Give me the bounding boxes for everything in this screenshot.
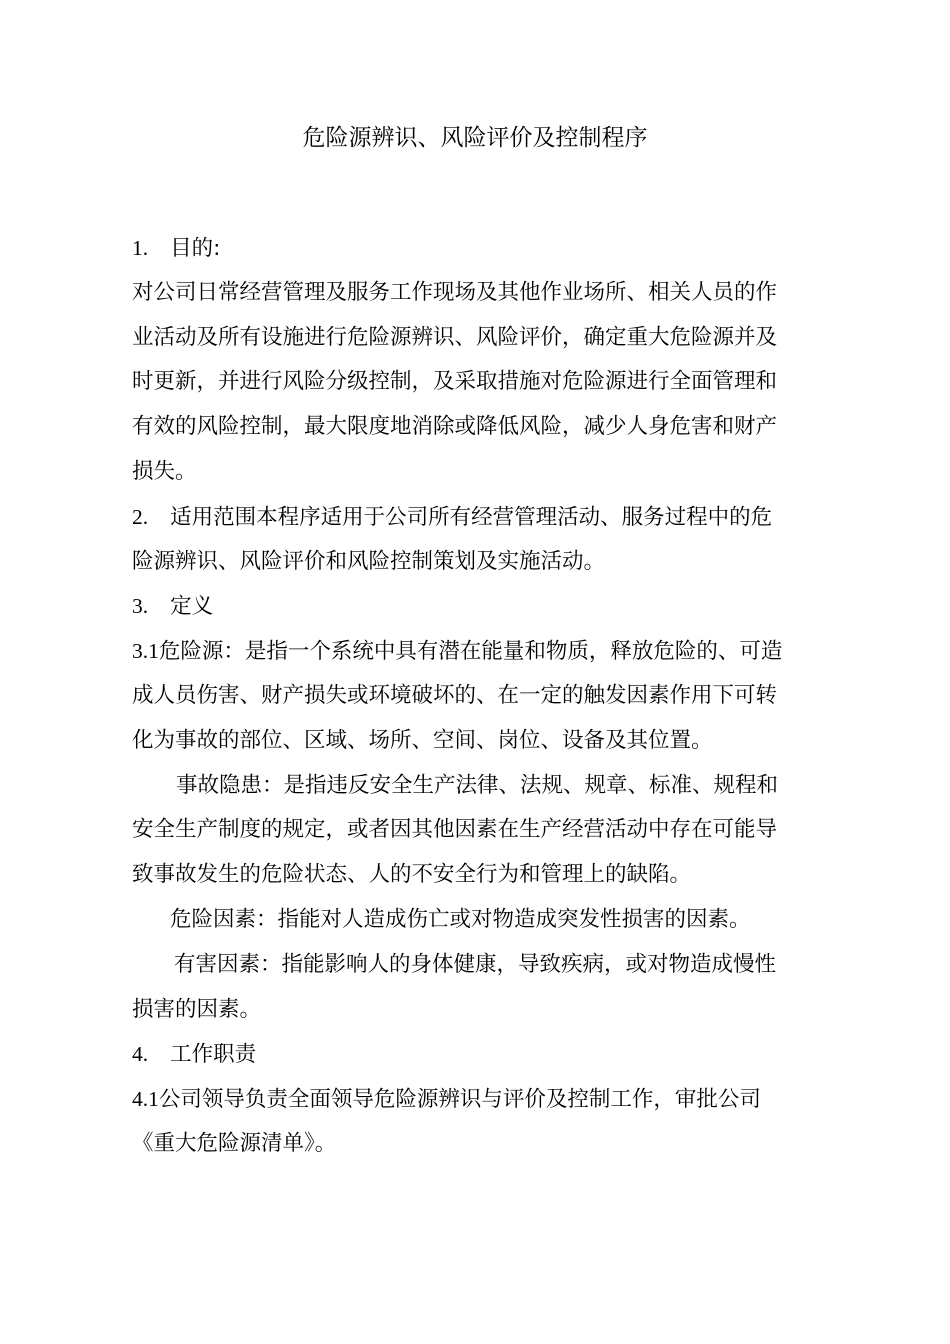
section-heading-text: 目的: xyxy=(170,236,221,261)
definition-text: 危险源：是指一个系统中具有潜在能量和物质，释放危险的、可造 xyxy=(158,639,783,665)
paragraph-line-indented: 事故隐患：是指违反安全生产法律、法规、规章、标准、规程和 xyxy=(176,772,779,798)
section-number: 3. xyxy=(132,594,149,619)
paragraph-line: 致事故发生的危险状态、人的不安全行为和管理上的缺陷。 xyxy=(132,862,692,888)
section-4-heading xyxy=(132,1032,822,1077)
paragraph-line: 化为事故的部位、区域、场所、空间、岗位、设备及其位置。 xyxy=(132,727,713,753)
section-3-heading xyxy=(132,584,822,629)
section-heading-text: 定义 xyxy=(170,594,214,620)
section-text: 适用范围本程序适用于公司所有经营管理活动、服务过程中的危 xyxy=(170,504,773,530)
definition-4-1-line xyxy=(132,1077,822,1122)
section-2-line xyxy=(132,495,822,540)
section-heading-text: 工作职责 xyxy=(170,1042,257,1068)
paragraph-line: 安全生产制度的规定，或者因其他因素在生产经营活动中存在可能导 xyxy=(132,817,778,843)
paragraph-line: 对公司日常经营管理及服务工作现场及其他作业场所、相关人员的作 xyxy=(132,279,778,305)
document-title: 危险源辨识、风险评价及控制程序 xyxy=(302,125,648,151)
paragraph-line-indented: 危险因素：指能对人造成伤亡或对物造成突发性损害的因素。 xyxy=(170,906,751,932)
paragraph-line-indented: 有害因素：指能影响人的身体健康，导致疾病，或对物造成慢性 xyxy=(174,951,777,977)
section-1-heading xyxy=(132,226,822,271)
paragraph-line: 险源辨识、风险评价和风险控制策划及实施活动。 xyxy=(132,548,606,574)
subsection-number: 4.1 xyxy=(132,1087,159,1112)
section-number: 2. xyxy=(132,504,149,529)
paragraph-line: 有效的风险控制，最大限度地消除或降低风险，减少人身危害和财产 xyxy=(132,414,778,440)
definition-text: 公司领导负责全面领导危险源辨识与评价及控制工作，审批公司 xyxy=(158,1087,761,1113)
paragraph-line: 损害的因素。 xyxy=(132,996,262,1022)
paragraph-line: 成人员伤害、财产损失或环境破坏的、在一定的触发因素作用下可转 xyxy=(132,682,778,708)
definition-3-1-line xyxy=(132,629,822,674)
section-number: 4. xyxy=(132,1042,149,1067)
paragraph-line: 《重大危险源清单》。 xyxy=(132,1130,337,1156)
paragraph-line: 业活动及所有设施进行危险源辨识、风险评价，确定重大危险源并及 xyxy=(132,324,778,350)
document-body xyxy=(132,226,822,1167)
subsection-number: 3.1 xyxy=(132,639,159,664)
paragraph-line: 时更新，并进行风险分级控制，及采取措施对危险源进行全面管理和 xyxy=(132,369,778,395)
paragraph-line: 损失。 xyxy=(132,458,197,484)
section-number: 1. xyxy=(132,236,149,260)
